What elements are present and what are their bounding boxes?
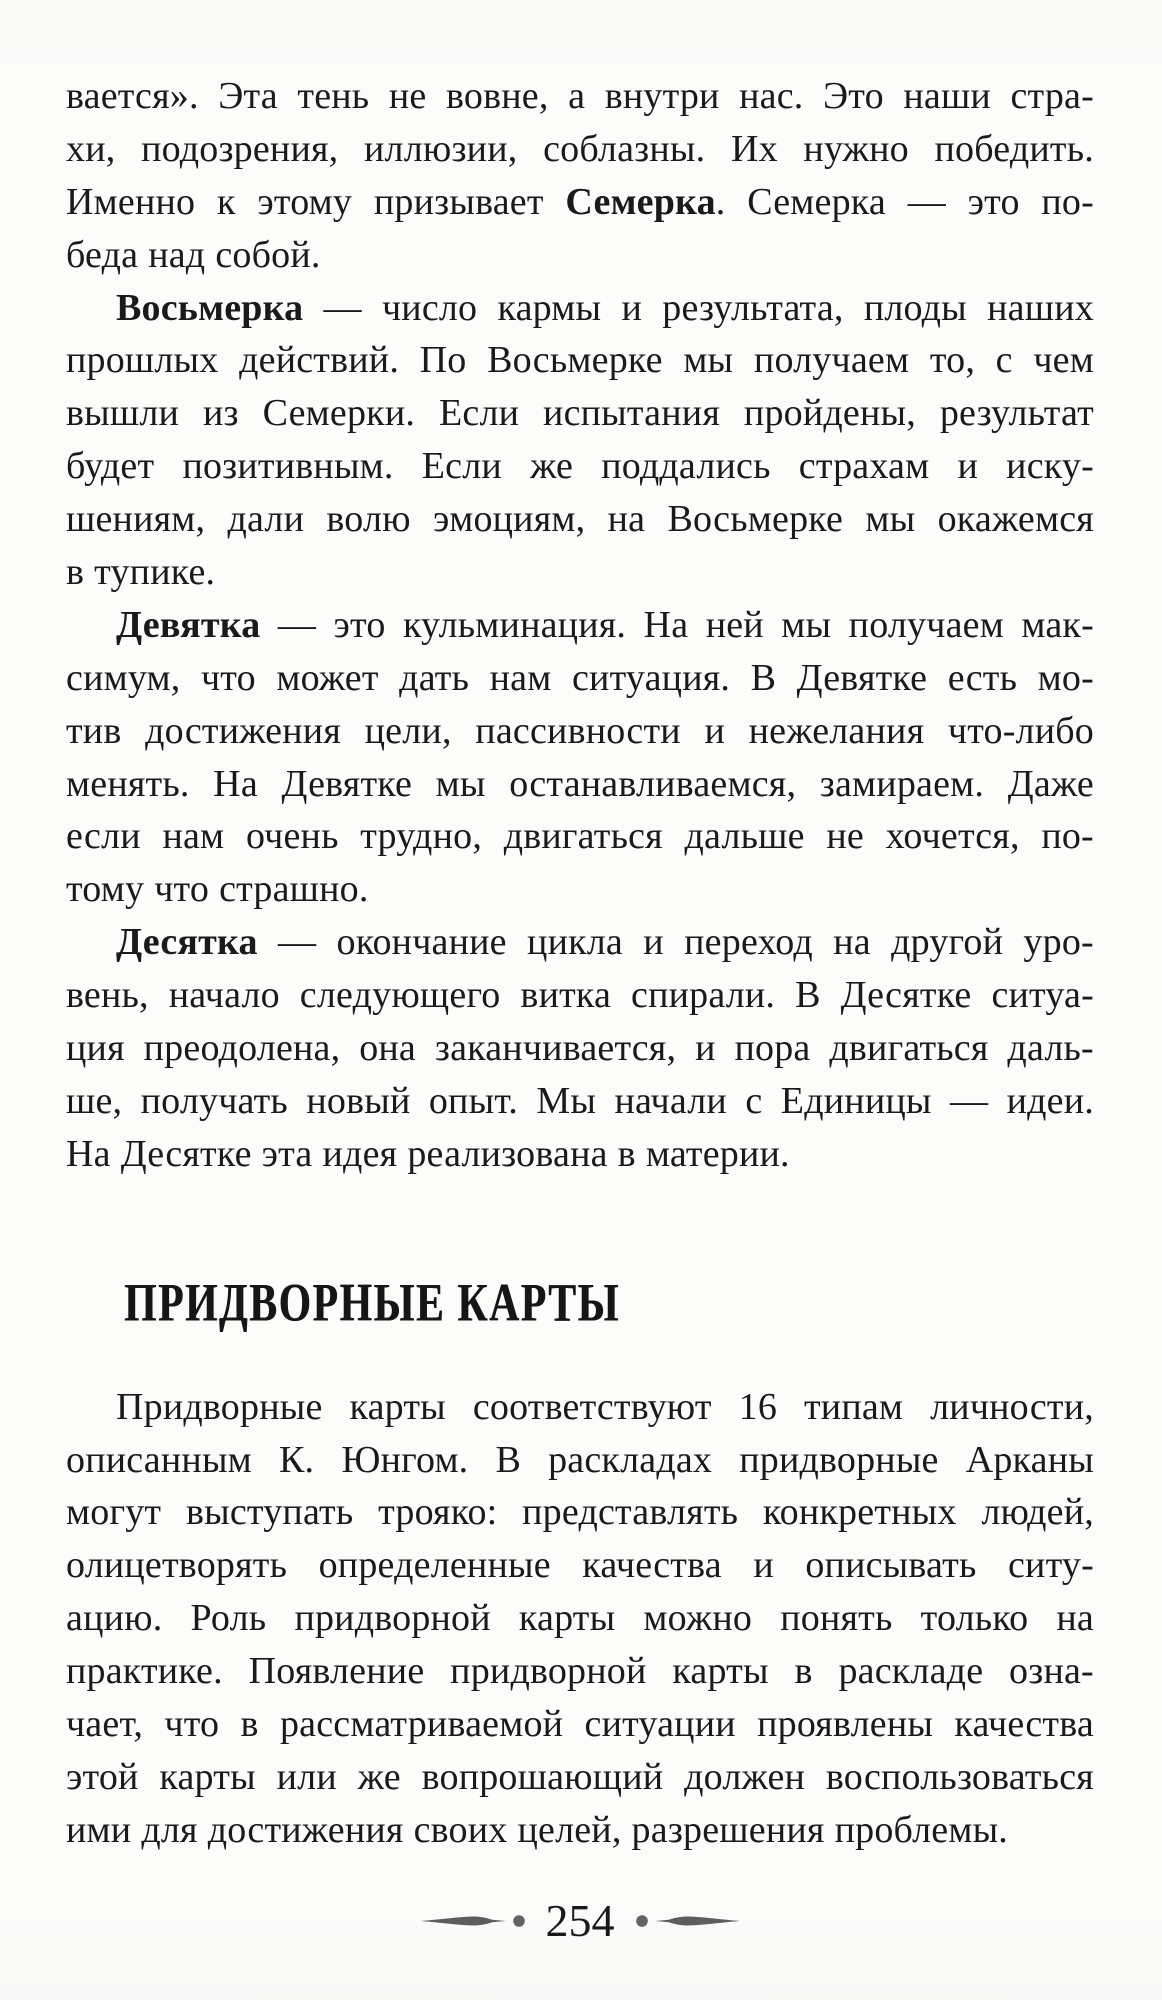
word: Восьмерке	[667, 498, 844, 541]
text-root	[66, 70, 1094, 1857]
word: практике.	[66, 1650, 223, 1693]
word: вопрошающий	[421, 1755, 664, 1798]
word: трудно,	[360, 815, 483, 858]
word: на	[1056, 1597, 1094, 1640]
word: в	[66, 551, 85, 594]
word: ацию.	[66, 1597, 163, 1640]
word: достижения	[207, 1808, 404, 1851]
word: на	[833, 921, 871, 964]
word: витка	[520, 974, 612, 1017]
word: типам	[803, 1385, 904, 1428]
word: шениям,	[66, 498, 206, 541]
paragraph	[66, 282, 1094, 599]
word: чает,	[66, 1703, 144, 1746]
word: кульминация.	[402, 603, 627, 646]
word: описанным	[66, 1438, 252, 1481]
text-line	[66, 1381, 1094, 1434]
word: рассматриваемой	[279, 1703, 564, 1746]
text-line	[66, 493, 1094, 546]
text-line	[66, 1128, 1094, 1181]
word: или	[276, 1755, 337, 1798]
word: материи.	[645, 1132, 790, 1175]
word: ция	[66, 1027, 125, 1070]
word: воспользоваться	[825, 1755, 1094, 1798]
word: беда	[66, 233, 139, 276]
word: выступать	[185, 1491, 354, 1534]
word: личности,	[930, 1385, 1094, 1428]
word: придворной	[294, 1597, 491, 1640]
word: Юнгом.	[341, 1438, 469, 1481]
word: качества	[582, 1544, 722, 1587]
word: цели,	[364, 709, 452, 752]
word: в	[240, 1703, 259, 1746]
word: хи,	[66, 127, 116, 170]
word: замираем.	[819, 762, 985, 805]
word: Это	[823, 75, 884, 117]
word: испытания	[543, 392, 721, 435]
word: начали	[614, 1079, 727, 1122]
word: озна-	[1009, 1650, 1094, 1693]
word: заканчивается,	[434, 1027, 677, 1070]
word: идея	[322, 1132, 398, 1175]
word: вышли	[66, 392, 180, 435]
word: соблазны.	[543, 127, 706, 170]
text-line	[66, 546, 1094, 599]
word: карты	[672, 1650, 769, 1693]
word: раскладе	[838, 1650, 984, 1693]
text-line	[66, 1698, 1094, 1751]
word: подозрения,	[141, 127, 339, 170]
text-line	[66, 1751, 1094, 1804]
word: олицетворять	[66, 1544, 288, 1587]
word: Девятке	[281, 762, 413, 805]
word: Десятка	[116, 921, 258, 964]
word: с	[745, 1079, 763, 1122]
word: определенные	[318, 1544, 551, 1587]
text-line	[66, 916, 1094, 969]
word: получаем	[753, 339, 910, 382]
word: спирали.	[631, 974, 776, 1017]
word: число	[381, 286, 478, 329]
word: конкретных	[762, 1491, 957, 1534]
page-number: 254	[545, 1894, 615, 1946]
word: 16	[738, 1385, 778, 1428]
word: Мы	[536, 1079, 597, 1122]
word: Арканы	[965, 1438, 1094, 1481]
word: ситуа-	[991, 974, 1094, 1017]
word: тупике.	[94, 551, 216, 594]
word: с	[995, 339, 1013, 382]
text-line	[66, 387, 1094, 440]
word: а	[568, 75, 586, 117]
word: карты	[518, 1597, 616, 1640]
word: карты	[349, 1385, 446, 1428]
text-line	[66, 1804, 1094, 1857]
word: Восьмерка	[116, 286, 304, 329]
word: В	[495, 1438, 522, 1481]
word: и	[695, 1027, 716, 1070]
word: нам	[162, 815, 225, 858]
word: окажемся	[937, 498, 1094, 541]
word: Десятке	[840, 974, 972, 1017]
word: по-	[1041, 815, 1094, 858]
word: мы	[683, 339, 734, 382]
word: пассивности	[475, 709, 681, 752]
word: двигаться	[503, 815, 663, 858]
word: не	[826, 815, 864, 858]
text-line	[66, 123, 1094, 176]
text-line	[66, 652, 1094, 705]
word: ше,	[66, 1079, 123, 1122]
word: —	[950, 1079, 989, 1122]
word: —	[907, 180, 946, 223]
word: двигаться	[829, 1027, 989, 1070]
word: поддались	[601, 445, 771, 488]
word: она	[359, 1027, 416, 1070]
word: для	[141, 1808, 198, 1851]
word: к	[216, 180, 236, 223]
word: Именно	[66, 180, 196, 223]
word: вается».	[66, 75, 199, 117]
word: этому	[257, 180, 353, 223]
word: —	[323, 286, 362, 329]
word: трояко:	[378, 1491, 498, 1534]
word: представлять	[522, 1491, 739, 1534]
word: получаем	[848, 603, 1004, 646]
word: иллюзии,	[364, 127, 518, 170]
word: и	[621, 286, 643, 329]
word: в	[794, 1650, 813, 1693]
word: ситу-	[1007, 1544, 1094, 1587]
word: прошлых	[66, 339, 219, 382]
word: Эта	[218, 75, 278, 117]
word: на	[607, 498, 646, 541]
word: Если	[438, 392, 520, 435]
word: достижения	[145, 709, 341, 752]
word: страшно.	[219, 868, 369, 911]
word: целей,	[517, 1808, 622, 1851]
word: дать	[399, 656, 470, 699]
word: окончание	[336, 921, 507, 964]
word: цикла	[527, 921, 623, 964]
word: Придворные	[116, 1385, 323, 1428]
text-line	[66, 1486, 1094, 1539]
word: ней	[705, 603, 764, 646]
word: тому	[66, 868, 145, 911]
word: этой	[66, 1755, 139, 1798]
word: над	[148, 233, 206, 276]
text-line	[66, 1539, 1094, 1592]
word: волю	[326, 498, 411, 541]
paragraph	[66, 70, 1094, 282]
text-line	[66, 176, 1094, 229]
word: что-либо	[947, 709, 1094, 752]
text-line	[66, 1022, 1094, 1075]
word: и	[704, 709, 725, 752]
word: только	[920, 1597, 1029, 1640]
word: не	[388, 75, 427, 117]
word: Восьмерке	[487, 339, 663, 382]
word: то,	[929, 339, 976, 382]
word: может	[276, 656, 379, 699]
text-line	[66, 863, 1094, 916]
word: тень	[297, 75, 370, 117]
word: внутри	[604, 75, 720, 117]
word: позитивным.	[182, 445, 394, 488]
text-line	[66, 810, 1094, 863]
word: плоды	[863, 286, 967, 329]
paragraph	[66, 1381, 1094, 1857]
word: даль-	[1007, 1027, 1094, 1070]
word: Девятка	[116, 603, 261, 646]
word: наши	[903, 75, 991, 117]
text-line	[66, 1075, 1094, 1128]
word: Появление	[248, 1650, 425, 1693]
word: что	[154, 868, 210, 911]
word: останавливаемся,	[509, 762, 797, 805]
text-line	[66, 1645, 1094, 1698]
word: страхам	[798, 445, 930, 488]
word: могут	[66, 1491, 162, 1534]
word: проявлены	[757, 1703, 934, 1746]
word: Даже	[1007, 762, 1094, 805]
word: нежелания	[748, 709, 925, 752]
word: призывает	[373, 180, 544, 223]
text-line	[66, 440, 1094, 493]
text-line	[66, 282, 1094, 335]
word: придворной	[450, 1650, 647, 1693]
text-line	[66, 229, 1094, 282]
spear-flourish-icon	[635, 1912, 745, 1930]
word: менять.	[66, 762, 190, 805]
word: —	[277, 603, 317, 646]
word: симум,	[66, 656, 181, 699]
paragraph	[66, 599, 1094, 916]
word: наших	[987, 286, 1094, 329]
word: опыт.	[428, 1079, 518, 1122]
word: собой.	[215, 233, 321, 276]
word: идеи.	[1006, 1079, 1094, 1122]
word: раскладах	[548, 1438, 713, 1481]
word: Их	[730, 127, 778, 170]
word: понять	[780, 1597, 893, 1640]
section-heading-text: ПРИДВОРНЫЕ КАРТЫ	[124, 1273, 620, 1333]
word: новый	[306, 1079, 411, 1122]
text-line	[66, 705, 1094, 758]
word: Семерки.	[262, 392, 416, 435]
word: вовне,	[446, 75, 549, 117]
word: людей,	[981, 1491, 1094, 1534]
word: преодолена,	[143, 1027, 341, 1070]
text-line	[66, 969, 1094, 1022]
word: мы	[781, 603, 832, 646]
word: мак-	[1021, 603, 1094, 646]
word: мы	[435, 762, 486, 805]
text-line	[66, 70, 1094, 123]
word: получать	[140, 1079, 288, 1122]
word: ими	[66, 1808, 132, 1851]
word: На	[643, 603, 689, 646]
word: следующего	[299, 974, 501, 1017]
word: К.	[279, 1438, 315, 1481]
word: Роль	[190, 1597, 267, 1640]
word: Девятке	[796, 656, 928, 699]
word: карты	[159, 1755, 256, 1798]
word: начало	[168, 974, 280, 1017]
word: Семерка	[747, 180, 886, 223]
word: мы	[865, 498, 916, 541]
word: —	[278, 921, 317, 964]
page-footer	[66, 1895, 1094, 1947]
word: чем	[1033, 339, 1094, 382]
text-line	[66, 1434, 1094, 1487]
word: нам	[489, 656, 552, 699]
word: своих	[413, 1808, 508, 1851]
word: и	[957, 445, 979, 488]
word: стра-	[1010, 75, 1094, 117]
word: пора	[734, 1027, 811, 1070]
word: результата,	[662, 286, 844, 329]
word: реализована	[407, 1132, 608, 1175]
word: дальше	[684, 815, 805, 858]
word: есть	[947, 656, 1018, 699]
word: На	[66, 1132, 111, 1175]
section-heading	[124, 1273, 1094, 1335]
word: же	[357, 1755, 401, 1798]
word: На	[213, 762, 258, 805]
word: описывать	[805, 1544, 977, 1587]
text-line	[66, 334, 1094, 387]
word: уро-	[1023, 921, 1094, 964]
word: что	[164, 1703, 220, 1746]
word: кармы	[497, 286, 602, 329]
word: должен	[684, 1755, 806, 1798]
word: переход	[684, 921, 813, 964]
word: разрешения	[631, 1808, 825, 1851]
word: будет	[66, 445, 155, 488]
word: тив	[66, 709, 122, 752]
word: по-	[1041, 180, 1094, 223]
word: нас.	[739, 75, 804, 117]
word: если	[66, 815, 141, 858]
word: По	[419, 339, 467, 382]
word: ситуация.	[571, 656, 731, 699]
spear-flourish-icon	[416, 1912, 526, 1930]
word: качества	[954, 1703, 1094, 1746]
word: ситуации	[584, 1703, 736, 1746]
word: Семерка.	[565, 180, 726, 223]
word: В	[750, 656, 777, 699]
word: из	[202, 392, 239, 435]
word: это	[333, 603, 386, 646]
word: соответствуют	[472, 1385, 712, 1428]
word: эта	[261, 1132, 313, 1175]
word: Единицы	[780, 1079, 932, 1122]
word: В	[795, 974, 821, 1017]
word: результат	[939, 392, 1094, 435]
word: в	[617, 1132, 636, 1175]
word: победить.	[934, 127, 1094, 170]
word: вень,	[66, 974, 149, 1017]
word: иску-	[1006, 445, 1094, 488]
word: и	[753, 1544, 774, 1587]
word: проблемы.	[834, 1808, 1009, 1851]
word: придворные	[739, 1438, 939, 1481]
word: можно	[643, 1597, 753, 1640]
word: и	[643, 921, 664, 964]
word: мо-	[1037, 656, 1094, 699]
paragraph	[66, 916, 1094, 1180]
word: другой	[891, 921, 1004, 964]
word: нужно	[803, 127, 909, 170]
word: же	[530, 445, 574, 488]
word: хочется,	[885, 815, 1020, 858]
text-line	[66, 758, 1094, 811]
text-line	[66, 599, 1094, 652]
word: это	[967, 180, 1020, 223]
text-line	[66, 1592, 1094, 1645]
word: очень	[245, 815, 339, 858]
word: что	[201, 656, 256, 699]
word: Десятке	[120, 1132, 252, 1175]
word: действий.	[239, 339, 400, 382]
word: Если	[421, 445, 502, 488]
word: пройдены,	[743, 392, 916, 435]
word: эмоциям,	[433, 498, 586, 541]
word: дали	[227, 498, 305, 541]
